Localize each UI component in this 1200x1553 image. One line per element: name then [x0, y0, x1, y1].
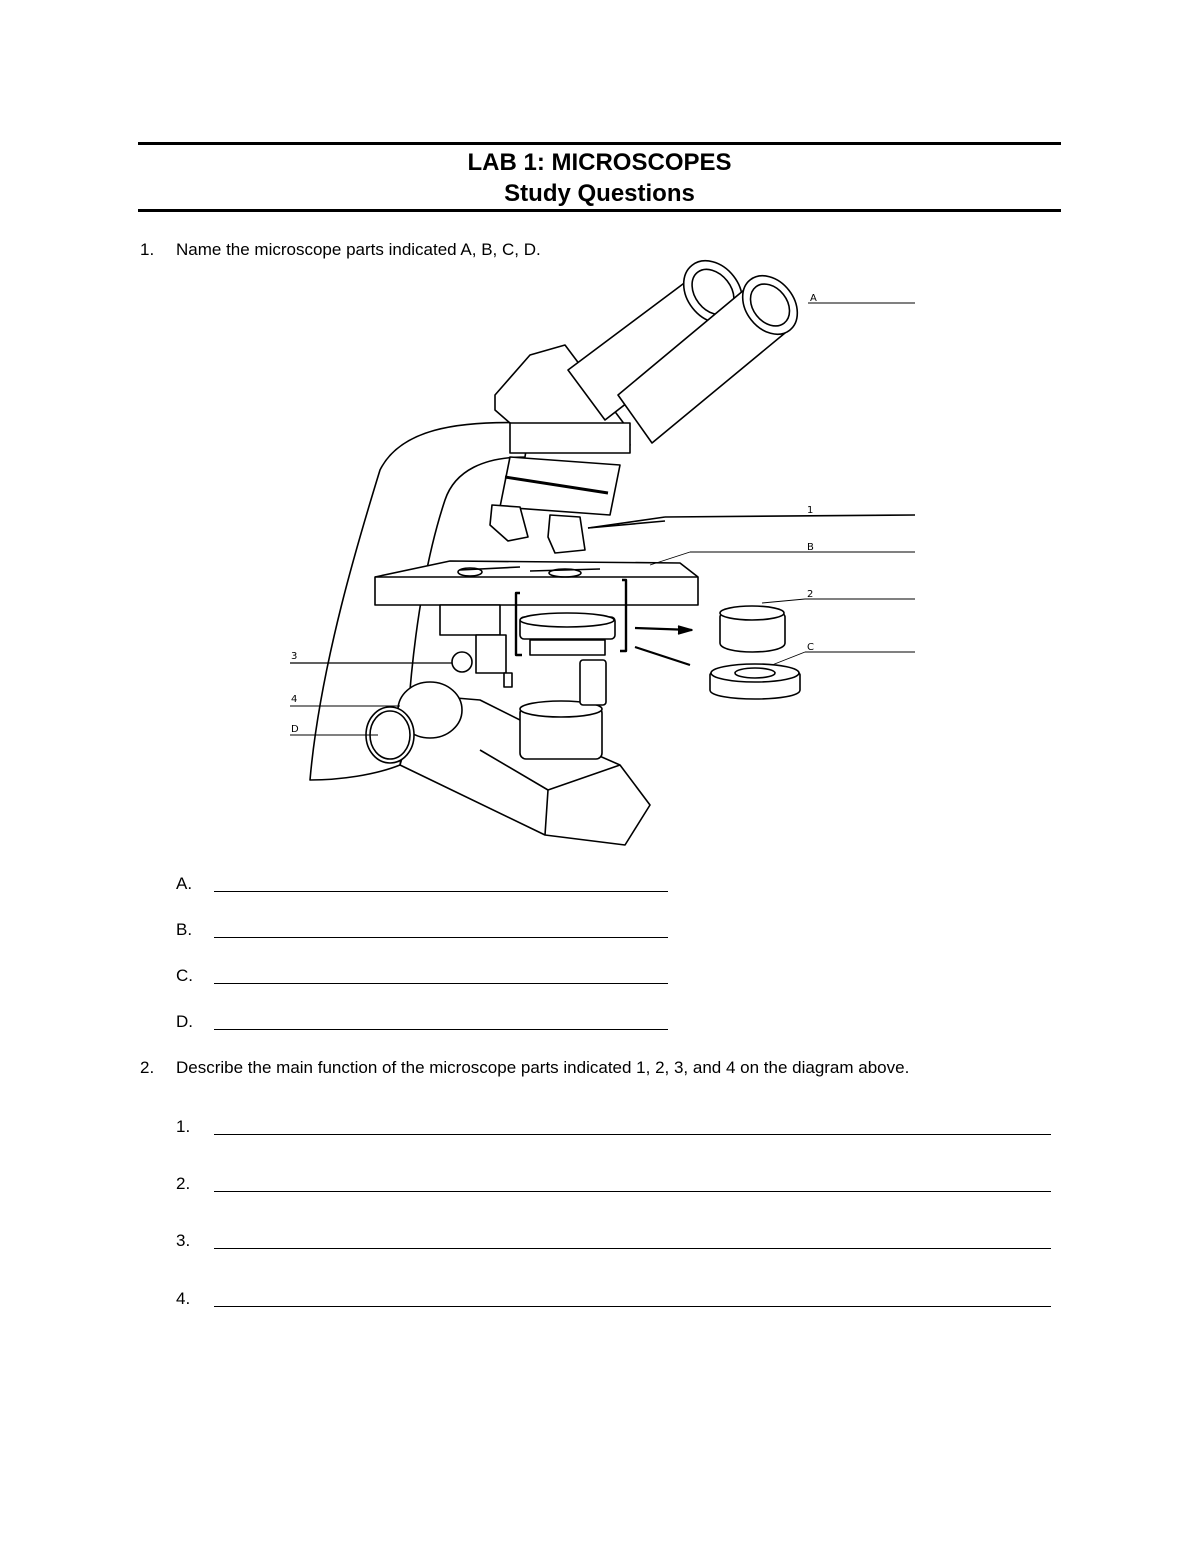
stage-mount	[440, 605, 500, 635]
header-bottom-rule	[138, 209, 1061, 212]
stage-block	[476, 635, 506, 673]
question-1-number: 1.	[140, 240, 155, 259]
diagram-label-c: C	[807, 642, 814, 653]
page-subtitle: Study Questions	[504, 180, 695, 207]
head-collar	[510, 423, 630, 453]
answer-label-b: B.	[176, 920, 193, 939]
answer-line-c[interactable]	[214, 983, 668, 984]
diagram-label-2: 2	[807, 589, 814, 600]
answer-label-a: A.	[176, 874, 193, 893]
question-1-text: Name the microscope parts indicated A, B, C, D.	[176, 240, 541, 259]
answer-label-3: 3.	[176, 1231, 191, 1250]
question-2-number: 2.	[140, 1058, 155, 1077]
answer-line-1[interactable]	[214, 1134, 1051, 1135]
question-2-text: Describe the main function of the microscope parts indicated 1, 2, 3, and 4 on the diagram above.	[176, 1058, 910, 1077]
diagram-label-b: B	[807, 542, 814, 553]
answer-label-c: C.	[176, 966, 193, 985]
diagram-label-1: 1	[807, 505, 814, 516]
microscope-stage	[375, 561, 698, 605]
microscope-diagram	[280, 245, 930, 855]
answer-line-2[interactable]	[214, 1191, 1051, 1192]
stage-control-knob	[452, 652, 472, 672]
objective-lens-left	[490, 505, 528, 541]
answer-line-b[interactable]	[214, 937, 668, 938]
diagram-label-3: 3	[291, 651, 298, 662]
objective-lens-center	[548, 515, 585, 553]
diagram-label-4: 4	[291, 694, 298, 705]
answer-line-a[interactable]	[214, 891, 668, 892]
answer-label-d: D.	[176, 1012, 193, 1031]
answer-line-d[interactable]	[214, 1029, 668, 1030]
header-top-rule	[138, 142, 1061, 145]
page-title: LAB 1: MICROSCOPES	[467, 149, 732, 176]
diagram-label-a: A	[810, 293, 817, 304]
answer-line-4[interactable]	[214, 1306, 1051, 1307]
answer-label-2: 2.	[176, 1174, 191, 1193]
condenser-adjust-knob	[580, 660, 606, 705]
answer-line-3[interactable]	[214, 1248, 1051, 1249]
diagram-label-d: D	[291, 724, 299, 735]
answer-label-1: 1.	[176, 1117, 191, 1136]
answer-label-4: 4.	[176, 1289, 191, 1308]
